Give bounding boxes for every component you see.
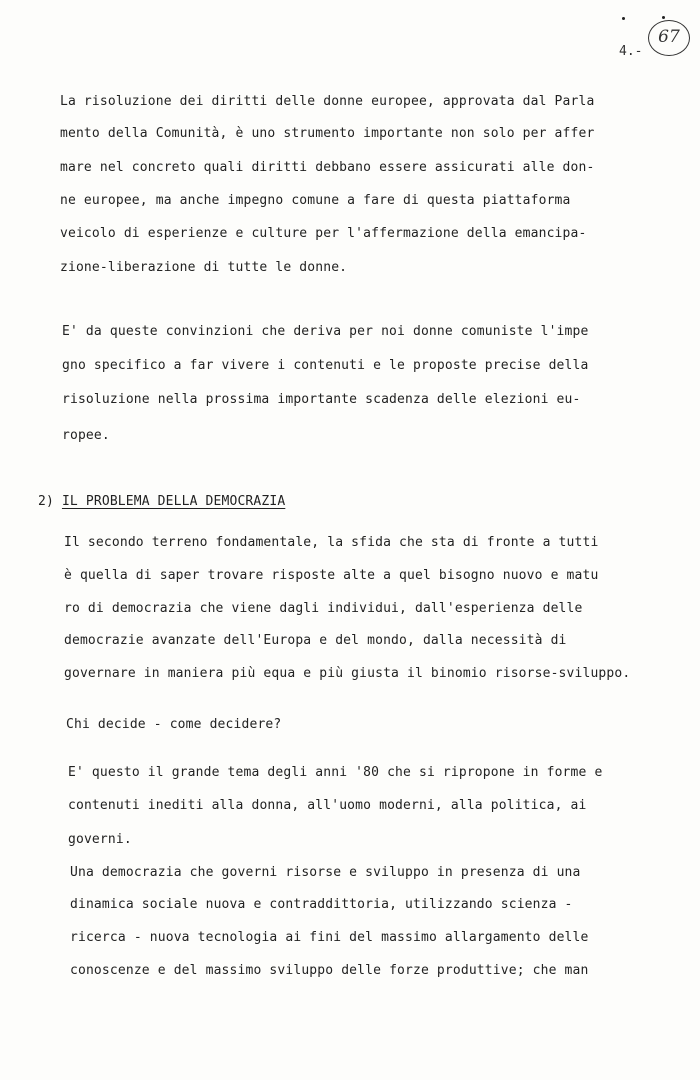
- archive-number-stamp: 67: [648, 20, 690, 56]
- paragraph-5-line-3: governi.: [68, 832, 132, 847]
- paragraph-2-line-4: ropee.: [62, 428, 110, 443]
- paragraph-1-line-1: La risoluzione dei diritti delle donne europee, approvata dal Parla: [60, 94, 595, 109]
- paragraph-5-line-2: contenuti inediti alla donna, all'uomo moderni, alla politica, ai: [68, 798, 587, 813]
- ink-dot: [662, 16, 665, 19]
- section-number: 2): [38, 494, 54, 509]
- paragraph-1-line-6: zione-liberazione di tutte le donne.: [60, 260, 348, 275]
- paragraph-3-line-3: ro di democrazia che viene dagli individui, dall'esperienza delle: [64, 601, 583, 616]
- section-heading: [38, 494, 285, 509]
- paragraph-2-line-1: E' da queste convinzioni che deriva per noi donne comuniste l'impe: [62, 324, 589, 339]
- paragraph-2-line-3: risoluzione nella prossima importante scadenza delle elezioni eu-: [62, 392, 581, 407]
- paragraph-6-line-4: conoscenze e del massimo sviluppo delle forze produttive; che man: [70, 963, 589, 978]
- paragraph-3-line-2: è quella di saper trovare risposte alte a quel bisogno nuovo e matu: [64, 568, 599, 583]
- paragraph-3-line-1: Il secondo terreno fondamentale, la sfida che sta di fronte a tutti: [64, 535, 599, 550]
- paragraph-6-line-1: Una democrazia che governi risorse e sviluppo in presenza di una: [70, 865, 581, 880]
- section-title: IL PROBLEMA DELLA DEMOCRAZIA: [61, 494, 286, 509]
- paragraph-4-line-1: Chi decide - come decidere?: [66, 717, 282, 732]
- paragraph-3-line-4: democrazie avanzate dell'Europa e del mondo, dalla necessità di: [64, 633, 567, 648]
- paragraph-1-line-4: ne europee, ma anche impegno comune a fare di questa piattaforma: [60, 193, 571, 208]
- paragraph-1-line-2: mento della Comunità, è uno strumento importante non solo per affer: [60, 126, 595, 141]
- paragraph-6-line-3: ricerca - nuova tecnologia ai fini del massimo allargamento delle: [70, 930, 589, 945]
- paragraph-5-line-1: E' questo il grande tema degli anni '80 che si ripropone in forme e: [68, 765, 603, 780]
- paragraph-1-line-5: veicolo di esperienze e culture per l'affermazione della emancipa-: [60, 226, 587, 241]
- page-number: 4.-: [619, 44, 643, 59]
- paragraph-1-line-3: mare nel concreto quali diritti debbano essere assicurati alle don-: [60, 160, 595, 175]
- ink-dot: [622, 17, 625, 20]
- paragraph-3-line-5: governare in maniera più equa e più giusta il binomio risorse-sviluppo.: [64, 666, 631, 681]
- paragraph-2-line-2: gno specifico a far vivere i contenuti e le proposte precise della: [62, 358, 589, 373]
- paragraph-6-line-2: dinamica sociale nuova e contraddittoria, utilizzando scienza -: [70, 897, 573, 912]
